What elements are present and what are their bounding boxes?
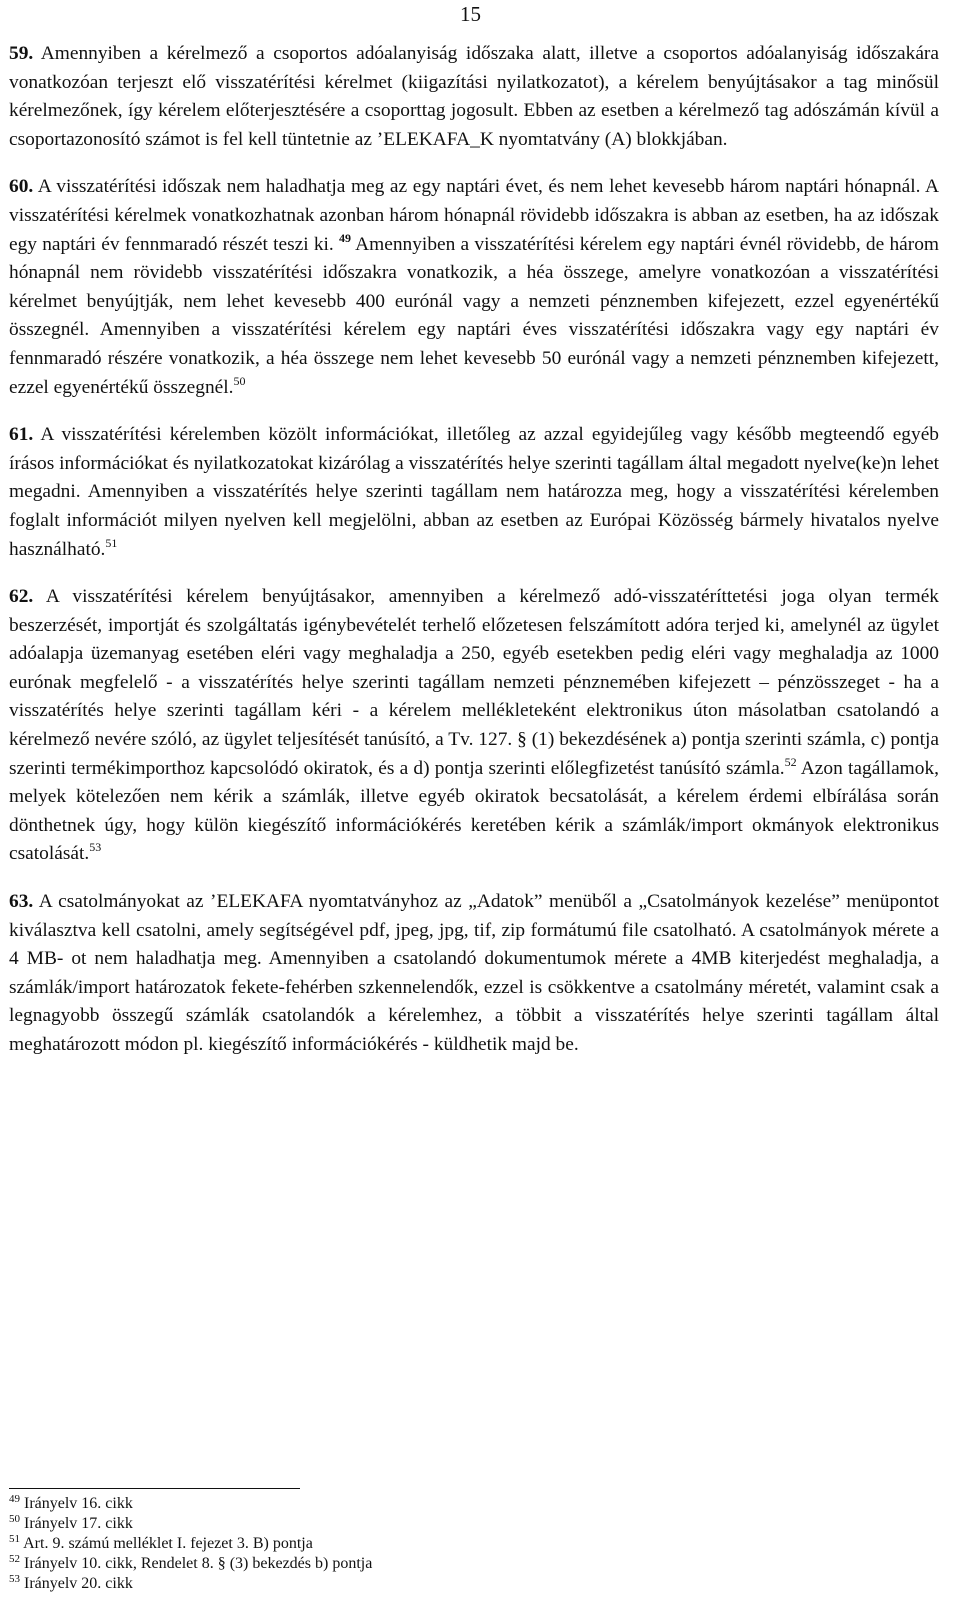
footnote-49	[9, 1494, 609, 1514]
footnote-ref[interactable]: 51	[105, 535, 118, 550]
footnote-text: Irányelv 10. cikk, Rendelet 8. § (3) bekezdés b) pontja	[24, 1555, 373, 1572]
footnote-ref[interactable]: 53	[89, 840, 102, 855]
footnote-text: Irányelv 16. cikk	[24, 1495, 133, 1512]
paragraph-number: 59.	[9, 43, 34, 64]
paragraph-text: A visszatérítési kérelemben közölt információkat, illetőleg az azzal egyidejűleg vagy később megteendő egyéb írásos információkat és nyilatkozatokat kizárólag a visszatérítés helye szerinti tagállam által megadott nyelve(ke)n lehet megadni. Amennyiben a visszatérítés helye szerinti tagállam nem határozza meg, hogy a visszatérítési kérelemben foglalt információt milyen nyelven kell megjelölni, abban az esetben az Európai Közösség bármely hivatalos nyelve használható.	[9, 424, 940, 560]
footnote-ref[interactable]: 50	[233, 373, 246, 388]
paragraph-text: A csatolmányokat az ’ELEKAFA nyomtatványhoz az „Adatok” menüből a „Csatolmányok kezelése” menüpontot kiválasztva kell csatolni, amely segítségével pdf, jpeg, jpg, tif, zip formátumú file csatolható. A csatolmányok mérete a 4 MB- ot nem haladhatja meg. Amennyiben a csatolandó dokumentumok mérete a 4MB kiterjedést meghaladja, a számlák/import határozatok fekete-fehérben szkennelendők, ezzel is csökkentve a csatolmány méretét, valamint csak a legnagyobb összegű számlák csatolandók a kérelemhez, a többit a visszatérítés helye szerinti tagállam által meghatározott módon pl. kiegészítő információkérés - küldhetik majd be.	[9, 891, 940, 1055]
footnote-text: Irányelv 17. cikk	[24, 1515, 133, 1532]
footnote-number: 51	[9, 1533, 20, 1545]
footnote-number: 50	[9, 1513, 20, 1525]
footnote-number: 52	[9, 1553, 20, 1565]
footnote-50	[9, 1514, 609, 1534]
paragraph-number: 62.	[9, 586, 34, 608]
footnote-ref[interactable]: 52	[784, 754, 797, 769]
paragraph-text: A visszatérítési kérelem benyújtásakor, amennyiben a kérelmező adó-visszatéríttetési joga olyan termék beszerzését, importját és szolgáltatás igénybevételét terhelő előzetesen felszámított adóra terjed ki, amelynél az ügylet adóalapja üzemanyag esetében eléri vagy meghaladja a 250, egyéb esetekben pedig eléri vagy meghaladja az 1000 eurónak megfelelő - a visszatérítés helye szerinti tagállam nemzeti pénznemében kifejezett – pénzösszeget - ha a visszatérítés helye szerinti tagállam kéri - a kérelem mellékleteként elektronikus úton másolatban csatolandó a kérelmező nevére szóló, az ügylet teljesítését tanúsító, a Tv. 127. § (1) bekezdésének a) pontja szerinti számla, c) pontja szerinti termékimporthoz kapcsolódó okiratok, és a d) pontja szerinti előlegfizetést tanúsító számla.	[9, 586, 939, 779]
footnotes	[9, 1494, 609, 1594]
paragraph-59	[9, 40, 939, 154]
paragraph-number: 63.	[9, 891, 34, 913]
footnote-text: Irányelv 20. cikk	[24, 1575, 133, 1592]
footnote-51	[9, 1534, 609, 1554]
paragraph-63	[9, 888, 939, 1060]
page-number: 15	[460, 2, 481, 26]
paragraph-text: Amennyiben a visszatérítési kérelem egy naptári évnél rövidebb, de három hónapnál nem rövidebb visszatérítési időszakra vonatkozik, a héa összege, amelyre vonatkozóan a visszatérítési kérelmet benyújtják, nem lehet kevesebb 400 eurónál vagy a nemzeti pénznemben kifejezett, ezzel egyenértékű összegnél. Amennyiben a visszatérítési kérelem egy naptári éves visszatérítési időszakra vagy egy naptári év fennmaradó részére vonatkozik, a héa összege nem lehet kevesebb 50 eurónál vagy a nemzeti pénznemben kifejezett, ezzel egyenértékű összegnél.	[9, 233, 939, 398]
footnote-divider	[9, 1488, 300, 1489]
paragraph-number: 61.	[9, 424, 34, 446]
paragraph-text: Azon tagállamok, melyek kötelezően nem kérik a számlák, illetve egyéb okiratok becsatolását, a kérelem érdemi elbírálása során dönthetnek úgy, hogy külön kiegészítő információkérés keretében kérik a számlák/import okmányok elektronikus csatolását.	[9, 757, 940, 865]
footnote-number: 49	[9, 1493, 20, 1505]
footnote-text: Art. 9. számú melléklet I. fejezet 3. B) pontja	[23, 1535, 313, 1552]
paragraph-number: 60.	[9, 176, 34, 198]
paragraph-62	[9, 583, 939, 869]
paragraph-60	[9, 173, 939, 402]
footnote-52	[9, 1554, 609, 1574]
footnote-number: 53	[9, 1573, 20, 1585]
paragraph-text: Amennyiben a kérelmező a csoportos adóalanyiság időszaka alatt, illetve a csoportos adóalanyiság időszakára vonatkozóan terjeszt elő visszatérítési kérelmet (kiigazítási nyilatkozatot), a kérelem benyújtásakor a tag minősül kérelmezőnek, így kérelem előterjesztésére a csoporttag jogosult. Ebben az esetben a kérelmező tag adószámán kívül a csoportazonosító számot is fel kell tüntetnie az ’ELEKAFA_K nyomtatvány (A) blokkjában.	[9, 43, 939, 150]
footnote-ref[interactable]: 49	[339, 230, 351, 245]
paragraph-61	[9, 421, 939, 564]
footnote-53	[9, 1574, 609, 1594]
body-text	[9, 40, 939, 1079]
paragraph-text: A visszatérítési időszak nem haladhatja meg az egy naptári évet, és nem lehet kevesebb három naptári hónapnál. A visszatérítési kérelmek vonatkozhatnak azonban három hónapnál rövidebb időszakra is abban az esetben, ha az időszak egy naptári év fennmaradó részét teszi ki.	[9, 176, 939, 255]
